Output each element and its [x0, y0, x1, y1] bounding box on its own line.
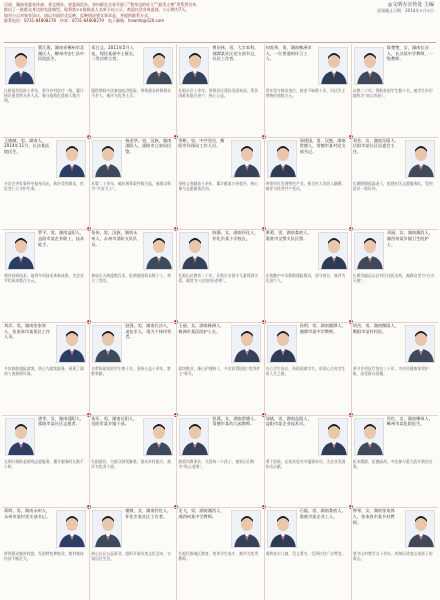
portrait-photo	[143, 47, 173, 85]
profile-body: 带领村民发展特色产业，使全村人均收入翻番，被评为优秀共产党员。	[265, 180, 346, 191]
profile-body: 参加灭火救援数百次，抢救被困群众数十人，荣立三等功。	[91, 273, 171, 284]
profile-intro: 张伟，男，汉族，湖南永州人，永州市消防支队队员。	[91, 230, 138, 247]
row-divider	[2, 322, 438, 323]
profile-body: 扎根民族地区教育，培养学生成才，被评为优秀教师。	[178, 551, 259, 562]
profile-intro: 刘芳，女，湖南岳阳人，岳阳市某社区居委会主任。	[352, 137, 399, 154]
profile-body: 从警二十余年，破获刑事案件数百起，被群众称为“平安卫士”。	[91, 180, 171, 191]
profile-card	[351, 44, 438, 137]
portrait-photo	[267, 325, 297, 363]
profile-card	[89, 322, 176, 415]
profile-intro: 石磊，男，湖南娄底人，娄底市某企业工人。	[299, 508, 346, 519]
profile-intro: 邓日文，2011年5月入伍，现任某部中士班长，二等功荣立者。	[91, 45, 138, 62]
profile-card	[2, 507, 89, 600]
portrait-photo	[231, 140, 261, 178]
portrait-photo	[318, 47, 348, 85]
portrait-photo	[92, 140, 122, 178]
row-divider	[2, 507, 438, 508]
page-header	[0, 0, 440, 44]
profile-body: 长期开展助老助残志愿服务，累计服务时长数千小时。	[4, 458, 84, 469]
profile-body: 扎根社区十余年，带领居民建设美丽家园，帮扶困难家庭百余户，热心公益。	[178, 88, 259, 99]
profile-card	[264, 44, 351, 137]
portrait-photo	[5, 418, 35, 456]
profile-intro: 肖红，女，湖南郴州人，郴州市某医院医生。	[386, 415, 433, 427]
profile-card	[2, 229, 89, 322]
portrait-photo	[143, 418, 173, 456]
profile-intro: 刘洋，男，湖南张家界人，张家界市某景区工作人员。	[4, 323, 51, 340]
profile-intro: 曾庆林，男，大学本科，湘潭某社区党支部书记，社区工作者。	[212, 45, 259, 62]
profile-body: 热心社区公益事业，组织开展各类文化活动，丰富居民生活。	[91, 551, 171, 562]
profile-body: 从教二十年，资助贫困学生数十名，被学生亲切地称为“知心妈妈”。	[352, 88, 433, 99]
profile-card	[264, 415, 351, 508]
profile-body: 在执勤中多次救助遇险群众，坚守岗位，被评为先进个人。	[265, 273, 346, 284]
portrait-photo	[405, 325, 435, 363]
profile-card	[176, 322, 263, 415]
portrait-photo	[5, 232, 35, 270]
profile-body: 多次救助遇险游客，热心为游客服务，展现了湖南人的热情好客。	[4, 366, 84, 377]
profile-intro: 黄勇，男，湖南娄底人，娄底市交警支队民警。	[265, 230, 312, 241]
profile-intro: 杨金华，男，汉族，湖南邵阳人，邵阳市公安局民警。	[125, 137, 172, 154]
profile-body: 坚守乡村医疗岗位三十年，为村民健康保驾护航，深受群众爱戴。	[352, 366, 429, 377]
profile-intro: 王丽，女，湖南株洲人，株洲市某医院护士长。	[178, 323, 225, 334]
profile-intro: 赵强，男，湖南长沙人，退伍军人，现为个体经营者。	[125, 323, 172, 340]
row-divider	[2, 137, 438, 138]
profile-body: 爱岗敬业，细心护理病人，多次获得医院“优秀护士”称号。	[178, 366, 261, 377]
profile-body: 坚持义务献血十余年，累计献血万余毫升，热心参与志愿服务活动。	[178, 180, 259, 191]
profile-intro: 唐华，女，湖南邵阳人，邵阳市某社区志愿者。	[38, 415, 85, 427]
profile-card	[351, 415, 438, 508]
profile-body: 自费资助贫困学生数十名，坚持公益十余年，默默奉献。	[91, 366, 171, 377]
profile-body: 带领群众脱贫致富，发展特色种植业，使村集体经济不断壮大。	[4, 551, 84, 562]
profile-body: 刻苦钻研技术，取得多项技术革新成果，为企业节约成本数百万元。	[4, 273, 84, 284]
profile-body: 长期照顾孤寡老人，组建社区志愿服务队，受到居民一致好评。	[352, 180, 433, 191]
portrait-photo	[231, 510, 261, 548]
portrait-photo	[354, 232, 384, 270]
portrait-photo	[231, 325, 261, 363]
profile-card	[351, 322, 438, 415]
header-line: 推出了一批群众身边的先进典型。现将第××批候选人名单予以公示，欢迎社会各界监督。公示期为7天。	[4, 7, 190, 13]
profile-intro: 邓丽，女，湖南湘西人，湘西州某乡镇卫生院护士。	[386, 230, 433, 247]
profile-body: 热爱幼教事业，关爱每一个孩子，被家长们称为“贴心老师”。	[178, 458, 255, 469]
profile-intro: 周建国，男，汉族，湖南常德人，常德市某村党支部书记。	[299, 137, 346, 154]
section-subtitle: 投票截止日期：2014年×月×日	[377, 8, 434, 13]
portrait-photo	[143, 232, 173, 270]
profile-intro: 李彬，男，中共党员，衡阳市环保局工作人员。	[178, 137, 225, 149]
profile-intro: 谢敏，女，湖南怀化人，怀化市某社区工作者。	[125, 508, 172, 519]
header-rule	[4, 42, 436, 43]
section-title: ◎文明办宣传处 主编	[388, 2, 434, 8]
profile-body: 扎根基层，为群众排忧解难，推动乡村振兴，被评为优秀干部。	[91, 458, 171, 469]
profile-card	[176, 415, 263, 508]
profile-card	[2, 137, 89, 230]
header-line: 目前，湖南省委宣传部、省文明办、省委网信办、省妇联在全省开展了“我身边的好人”“最美人物”等系列宣传，	[4, 2, 201, 7]
portrait-photo	[318, 418, 348, 456]
profile-intro: 钟琴，女，湖南张家界人，张家界市某乡村教师。	[352, 508, 395, 525]
portrait-photo	[92, 325, 122, 363]
profile-card	[2, 44, 89, 137]
portrait-photo	[179, 232, 209, 270]
profile-intro: 邹斌，男，湖南益阳人，益阳市某企业技术员。	[265, 415, 312, 427]
portrait-photo	[267, 510, 297, 548]
profile-intro: 朱军，男，湖南岳阳人，岳阳市某乡镇干部。	[91, 415, 138, 427]
profile-body: 长期为偏远山区村民送医送药，被群众誉为“白衣天使”。	[352, 273, 435, 284]
profile-card	[351, 229, 438, 322]
portrait-photo	[56, 510, 86, 548]
profile-intro: 孙明，男，湖南湘潭人，湘潭市某中学教师。	[299, 323, 346, 334]
header-right	[377, 2, 434, 13]
row-divider	[2, 229, 438, 230]
profile-intro: 何尚华，男，湖南株洲市人，一位普通的环卫工人。	[265, 45, 312, 62]
portrait-photo	[179, 418, 209, 456]
profile-card	[351, 507, 438, 600]
portrait-photo	[405, 510, 435, 548]
portrait-photo	[5, 47, 35, 85]
profile-intro: 胡杰，男，湖南衡阳人，衡阳市某村村医。	[352, 323, 399, 334]
portrait-photo	[318, 232, 348, 270]
portrait-photo	[405, 140, 435, 178]
profile-card	[89, 137, 176, 230]
portrait-photo	[56, 325, 86, 363]
profile-card	[89, 229, 176, 322]
profile-body: 坚守山村教学点十余年，用知识改变山里孩子的命运。	[352, 551, 433, 562]
profile-card	[264, 137, 351, 230]
profile-card	[89, 507, 176, 600]
profile-body: 多次在突发事件中挺身而出，救治受伤群众，用医者仁心守护生命。	[4, 180, 84, 191]
profile-body: 勇于创新，在技术攻关中屡建奇功，为企业发展作出贡献。	[265, 458, 346, 469]
header-line: 联系电话：0731-84808278 传真：0731-84808279 电子邮箱：hnwmb@126.com	[4, 18, 165, 24]
profile-intro: 彭燕，女，湖南常德人，常德市某幼儿园教师。	[212, 415, 259, 427]
profile-intro: 陈楚楚，女，湖南长沙人，长沙某中学教师，一级教师。	[386, 45, 433, 62]
profile-card	[176, 229, 263, 322]
profile-body: 扎根基层医院十余年，坚守乡村医疗一线，累计接诊患者两万余人次，参与抢救危重病人数百例。	[4, 88, 84, 104]
profile-card	[351, 137, 438, 230]
profile-intro: 罗平，男，湖南益阳人，益阳市某企业职工，技术能手。	[38, 230, 85, 247]
profile-body: 常年坚守保洁岗位，拾金不昧数十次，归还失主财物价值数万元。	[265, 88, 346, 99]
profile-body: 关心学生成长，资助困难学生，用爱心点亮学生的人生之路。	[265, 366, 346, 377]
profile-card	[2, 322, 89, 415]
row-divider	[2, 415, 438, 416]
profile-body: 勇救落水儿童，见义勇为，受到社会广泛赞誉。	[265, 551, 346, 557]
profile-card	[176, 507, 263, 600]
profile-intro: 曹江燕，湖南省郴州市北湖区人，郴州市安仁县中医院医生。	[38, 45, 85, 62]
portrait-photo	[354, 47, 384, 85]
profile-body: 扎根山区教育二十年，让数百名留守儿童得到关爱，被誉为“山里的好老师”。	[178, 273, 259, 284]
profile-intro: 王晓敏，男，湖南人，2014年11月，长沙某医院医生。	[4, 137, 50, 154]
portrait-photo	[179, 47, 209, 85]
profile-card	[2, 415, 89, 508]
portrait-photo	[56, 140, 86, 178]
profile-body: 医术精湛，医德高尚，多次参与重大医疗救治任务。	[352, 458, 433, 469]
profile-card	[264, 322, 351, 415]
profile-card	[264, 229, 351, 322]
portrait-photo	[267, 140, 297, 178]
portrait-photo	[354, 418, 384, 456]
profile-card	[176, 137, 263, 230]
profile-card	[264, 507, 351, 600]
profile-body: 服役期间多次参加抗洪抢险，带领战友转移群众千余人，被评为优秀士兵。	[91, 88, 171, 99]
header-line: 如对公示对象有异议，请以书面形式反映，反映情况要实事求是，并提供联系方式。	[4, 12, 152, 18]
profile-card	[176, 44, 263, 137]
profile-card	[89, 415, 176, 508]
profile-card	[89, 44, 176, 137]
profile-intro: 蒋辉，男，湖南永州人，永州市某村党支部书记。	[4, 508, 51, 519]
portrait-photo	[92, 510, 122, 548]
profile-intro: 龙飞，男，湖南湘西人，湘西州某中学教师。	[178, 508, 225, 519]
profile-intro: 陈静，女，湖南怀化人，怀化市某小学校长。	[212, 230, 259, 241]
